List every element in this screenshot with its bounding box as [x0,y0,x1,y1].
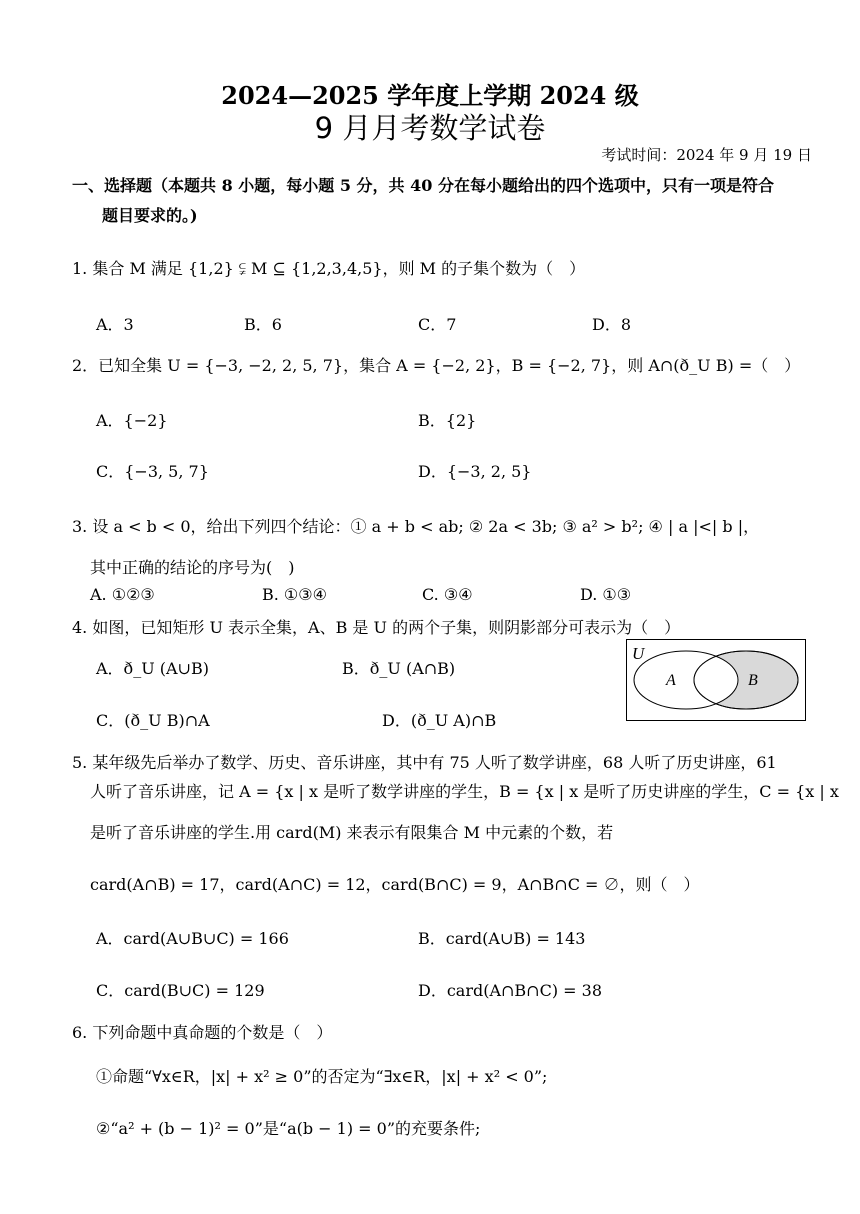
q1-option-a: A．3 [96,315,134,334]
q5-option-d: D．card(A∩B∩C) = 38 [418,981,603,1000]
q3-option-c: C. ③④ [422,585,473,604]
question-5-stem-line4: card(A∩B) = 17，card(A∩C) = 12，card(B∩C) = 9，A∩B∩C = ∅，则（ ） [90,875,700,894]
venn-label-a: A [666,672,676,689]
exam-title-line2: 9 月月考数学试卷 [314,111,546,145]
q3-option-a: A. ①②③ [90,585,155,604]
q2-option-b: B．{2} [418,411,477,430]
q2-option-a: A．{−2} [96,411,168,430]
q1-option-d: D．8 [592,315,632,334]
question-5-stem-line3: 是听了音乐讲座的学生.用 card(M) 来表示有限集合 M 中元素的个数，若 [90,823,614,842]
question-5-stem-line2: 人听了音乐讲座，记 A = {x | x 是听了数学讲座的学生，B = {x | x 是听了历史讲座的学生，C = {x | x [90,782,839,801]
question-2-stem: 2．已知全集 U = {−3, −2, 2, 5, 7}，集合 A = {−2, 2}，B = {−2, 7}，则 A∩(ð_U B) =（ ） [72,356,801,375]
venn-label-b: B [748,672,758,689]
q1-option-c: C．7 [418,315,457,334]
section-heading-line1: 一、选择题（本题共 8 小题，每小题 5 分，共 40 分在每小题给出的四个选项中，只有一项是符合 [72,176,774,195]
q4-option-d: D．(ð_U A)∩B [382,711,497,730]
question-4-stem: 4. 如图，已知矩形 U 表示全集，A、B 是 U 的两个子集，则阴影部分可表示为（ ） [72,618,681,637]
q5-option-c: C．card(B∪C) = 129 [96,981,265,1000]
question-3-stem: 3. 设 a < b < 0，给出下列四个结论：① a + b < ab; ② 2a < 3b; ③ a² > b²; ④ | a |<| b |， [72,517,760,536]
q3-option-b: B. ①③④ [262,585,327,604]
q4-option-b: B．ð_U (A∩B) [342,659,456,678]
q2-option-d: D．{−3, 2, 5} [418,462,532,481]
question-1-stem: 1. 集合 M 满足 {1,2} ⫋ M ⊆ {1,2,3,4,5}，则 M 的子集个数为（ ） [72,259,586,278]
q4-option-c: C．(ð_U B)∩A [96,711,210,730]
question-5-stem-line1: 5. 某年级先后举办了数学、历史、音乐讲座，其中有 75 人听了数学讲座，68 人听了历史讲座，61 [72,753,777,772]
venn-label-u: U [632,644,645,663]
exam-time: 考试时间：2024 年 9 月 19 日 [601,146,812,164]
q4-option-a: A．ð_U (A∪B) [96,659,209,678]
q3-option-d: D. ①③ [580,585,632,604]
question-6-item-2: ②“a² + (b − 1)² = 0”是“a(b − 1) = 0”的充要条件; [96,1119,481,1138]
question-3-stem-line2: 其中正确的结论的序号为( ) [90,558,295,577]
q2-option-c: C．{−3, 5, 7} [96,462,209,481]
q1-option-b: B．6 [244,315,282,334]
section-heading [72,171,816,231]
q5-option-b: B．card(A∪B) = 143 [418,929,586,948]
question-6-stem: 6. 下列命题中真命题的个数是（ ） [72,1023,333,1042]
venn-diagram [626,639,806,721]
q5-option-a: A．card(A∪B∪C) = 166 [96,929,289,948]
question-6-item-1: ①命题“∀x∈R，|x| + x² ≥ 0”的否定为“∃x∈R，|x| + x² < 0”; [96,1067,548,1086]
exam-title-line1: 2024—2025 学年度上学期 2024 级 [221,81,639,110]
section-heading-line2: 题目要求的。) [102,206,198,225]
